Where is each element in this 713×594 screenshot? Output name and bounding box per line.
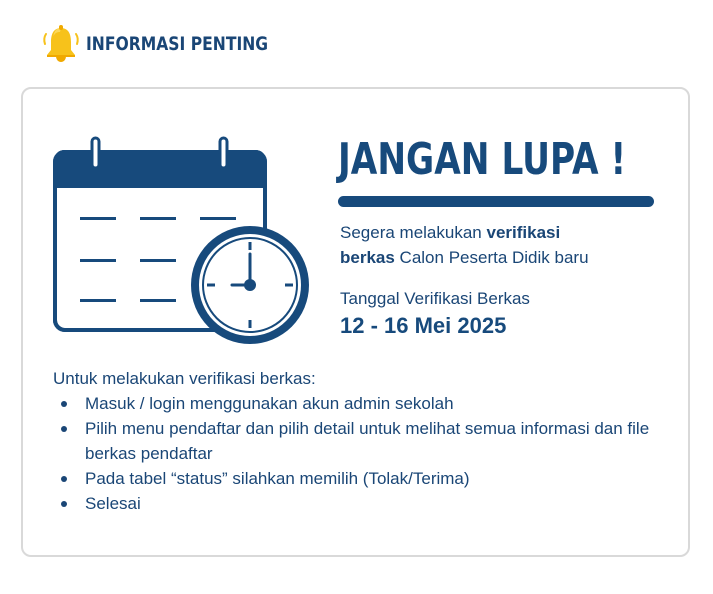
- steps-intro: Untuk melakukan verifikasi berkas:: [53, 369, 316, 388]
- calendar-clock-icon: [52, 136, 312, 346]
- bullet-icon: [61, 426, 67, 432]
- bullet-icon: [61, 476, 67, 482]
- reminder-suffix: Calon Peserta Didik baru: [394, 248, 589, 267]
- bullet-icon: [61, 401, 67, 407]
- step-text: Masuk / login menggunakan akun admin sekolah: [85, 394, 454, 413]
- step-text: Selesai: [85, 494, 141, 513]
- bullet-icon: [61, 501, 67, 507]
- list-item: [53, 466, 653, 491]
- period-label: Tanggal Verifikasi Berkas: [340, 289, 530, 308]
- reminder-text: [340, 220, 670, 270]
- list-item: [53, 391, 653, 416]
- bell-icon: [42, 24, 80, 64]
- step-text: Pilih menu pendaftar dan pilih detail untuk melihat semua informasi dan file berkas pendaftar: [85, 419, 650, 463]
- headline: JANGAN LUPA !: [338, 134, 627, 185]
- reminder-bold-verifikasi: verifikasi: [486, 223, 561, 242]
- step-text: Pada tabel “status” silahkan memilih (Tolak/Terima): [85, 469, 470, 488]
- list-item: [53, 416, 653, 466]
- headline-underline: [338, 196, 654, 207]
- list-item: [53, 491, 653, 516]
- reminder-prefix: Segera melakukan: [340, 223, 487, 242]
- period-dates: 12 - 16 Mei 2025: [340, 313, 507, 338]
- steps-list: [53, 391, 653, 516]
- page-header: [42, 22, 308, 66]
- header-title: INFORMASI PENTING: [86, 33, 269, 55]
- reminder-bold-berkas: berkas: [340, 248, 395, 267]
